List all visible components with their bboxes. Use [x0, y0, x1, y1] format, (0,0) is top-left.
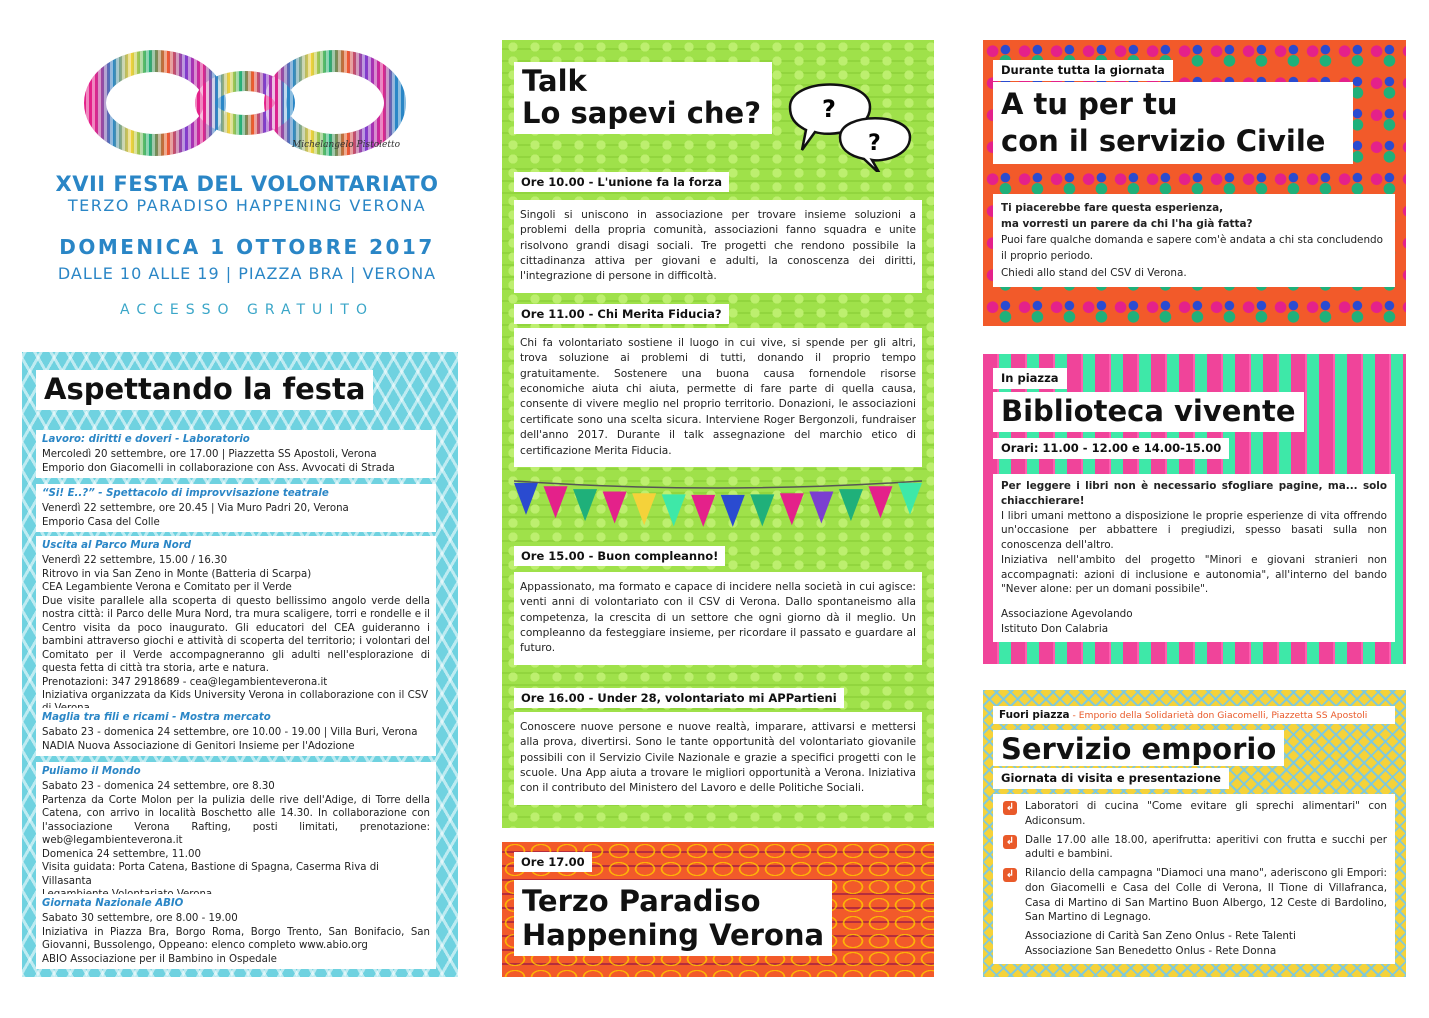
event-title: Maglia tra fili e ricami - Mostra mercato	[42, 712, 271, 723]
civile-description	[993, 194, 1395, 287]
speech-bubbles-icon	[780, 62, 920, 172]
event-line: Mercoledì 20 settembre, ore 17.00 | Piazzetta SS Apostoli, Verona	[42, 449, 377, 461]
event-line: Partenza da Corte Molon per la pulizia delle rive dell'Adige, di Torre della Catena, con arrivo in località Boschetto alle 14.30. In collaborazione con l'associazione Verona Rafting, posti limitati, prenotazione: web@legambienteverona.it	[42, 794, 430, 847]
civile-title-line1: A tu per tu	[1001, 87, 1178, 121]
event-line: Visita guidata: Porta Catena, Bastione di Spagna, Caserma Riva di Villasanta	[42, 862, 380, 887]
event-line: Venerdì 22 settembre, ore 20.45 | Via Muro Padri 20, Verona	[42, 503, 349, 515]
bunting-flag	[750, 494, 774, 526]
bunting-flag	[514, 483, 538, 515]
bubble-question-mark: ?	[868, 131, 881, 156]
civile-text: Chiedi allo stand del CSV di Verona.	[1001, 266, 1187, 279]
list-item	[1001, 799, 1387, 829]
bunting-flag	[809, 491, 833, 523]
event-line: Emporio don Giacomelli in collaborazione con Ass. Avvocati di Strada	[42, 462, 395, 474]
bubble-question-mark: ?	[822, 95, 836, 123]
servizio-civile-panel	[983, 40, 1406, 326]
event-line: Iniziativa in Piazza Bra, Borgo Roma, Borgo Trento, San Bonifacio, San Giovanni, Bussolengo, Oppeano: elenco completo www.abio.org	[42, 926, 430, 952]
arrow-badge-icon: ↲	[1003, 835, 1017, 849]
event-line: Domenica 24 settembre, 11.00	[42, 848, 201, 860]
biblioteca-hours: Orari: 11.00 - 12.00 e 14.00-15.00	[993, 438, 1229, 459]
event-line: Sabato 23 - domenica 24 settembre, ore 8.30	[42, 781, 275, 793]
talk-title-line2: Lo sapevi che?	[522, 95, 762, 130]
free-access-notice: ACCESSO GRATUITO	[120, 302, 374, 318]
bunting-flag	[868, 486, 892, 518]
talk-time-heading: Ore 10.00 - L'unione fa la forza	[514, 172, 729, 192]
event-line: Due visite parallele alla scoperta di questo bellissimo angolo verde della nostra città: il Parco delle Mura Nord, tra mura scaligere, torri e rondelle e il Centro visita da poco inaugurato. Gli educatori del CEA guideranno i bambini attraverso giochi e attività di scoperta del territorio; i volontari del Comitato per il Verde accompagneranno gli adulti nell'esplorazione di questa fetta di città tra storia, arte e natura.	[42, 595, 430, 675]
event-box	[36, 762, 436, 905]
list-item	[1001, 866, 1387, 925]
bunting-decoration	[512, 473, 924, 533]
panel-label: In piazza	[993, 368, 1067, 389]
talk-description: Singoli si uniscono in associazione per trovare insieme soluzioni a problemi della propria comunità, associazioni fanno squadra e unite risolvono grandi disagi sociali. Tre progetti che rendono possibile la cittadinanza attiva per giovani e adulti, la conoscenza dei diritti, l'integrazione di persone in difficoltà.	[514, 200, 922, 293]
civile-question: ma vorresti un parere da chi l'ha già fatta?	[1001, 218, 1253, 231]
arrow-badge-icon: ↲	[1003, 801, 1017, 815]
organizer: Associazione Agevolando	[1001, 608, 1133, 621]
organizer: Istituto Don Calabria	[1001, 622, 1109, 635]
panel-title: Aspettando la festa	[36, 370, 373, 410]
panel-title: Biblioteca vivente	[993, 392, 1304, 432]
event-box	[36, 430, 436, 478]
event-line: Ritrovo in via San Zeno in Monte (Batteria di Scarpa)	[42, 568, 312, 580]
festival-time-place: DALLE 10 ALLE 19 | PIAZZA BRA | VERONA	[57, 264, 437, 283]
talk-time-heading: Ore 16.00 - Under 28, volontariato mi APPartieni	[514, 688, 844, 708]
bunting-flag	[839, 489, 863, 521]
arrow-badge-icon: ↲	[1003, 868, 1017, 882]
bunting-flag	[721, 495, 745, 527]
emporio-location: - Emporio della Solidarietà don Giacomelli, Piazzetta SS Apostoli	[1069, 710, 1368, 721]
emporio-subtitle: Giornata di visita e presentazione	[993, 768, 1229, 789]
list-item-text: Laboratori di cucina "Come evitare gli sprechi alimentari" con Adiconsum.	[1025, 800, 1387, 827]
talk-title-line1: Talk	[522, 64, 587, 98]
happening-panel	[502, 842, 934, 977]
biblioteca-text: I libri umani mettono a disposizione le proprie esperienze di vita offrendo un'occasione per abbattere i pregiudizi, spesso basati sulla non conoscenza dell'altro.	[1001, 509, 1387, 552]
artist-signature: Michelangelo Pistoletto	[292, 140, 400, 150]
event-line: CEA Legambiente Verona e Comitato per il Verde	[42, 582, 292, 594]
bunting-flag	[898, 483, 922, 515]
happening-title-line1: Terzo Paradiso	[522, 884, 761, 918]
talk-description: Conoscere nuove persone e nuove realtà, imparare, attivarsi e mettersi alla prova, divertirsi. Sono le tante opportunità del volontariato giovanile possibili con il Servizio Civile Nazionale e grazie a specifici progetti con le scuole. Una App aiuta a trovare le migliori opportunità a Verona. Iniziativa con il contributo del Ministero del Lavoro e delle Politiche Sociali.	[514, 712, 922, 805]
emporio-panel	[983, 690, 1406, 977]
bunting-flag	[573, 489, 597, 521]
panel-title	[514, 62, 772, 134]
panel-label: Durante tutta la giornata	[993, 60, 1173, 81]
talk-description: Chi fa volontariato sostiene il luogo in cui vive, si spende per gli altri, trova soluzione ai problemi di tutti, donando il proprio tempo gratuitamente. Sostenere una buona causa fornendole risorse economiche aiuta chi aiuta, permette di fare parte di quella causa, consente di vivere meglio nel proprio territorio. Donazioni, le associazioni certificate sono una scelta sicura. Interviene Roger Bergonzoli, fundraiser dell'anno 2017. Durante il talk assegnazione del marchio etico di certificazione Merita Fiducia.	[514, 328, 922, 467]
bunting-flag	[662, 494, 686, 526]
organizer: Associazione di Carità San Zeno Onlus - Rete Talenti	[1025, 930, 1296, 943]
happening-time-label: Ore 17.00	[514, 852, 592, 872]
event-line: Sabato 30 settembre, ore 8.00 - 19.00	[42, 913, 238, 925]
talk-time-heading: Ore 15.00 - Buon compleanno!	[514, 546, 725, 566]
event-title: Lavoro: diritti e doveri - Laboratorio	[42, 434, 250, 445]
talk-time-heading: Ore 11.00 - Chi Merita Fiducia?	[514, 304, 729, 324]
happening-title	[514, 880, 832, 956]
organizer: Associazione San Benedetto Onlus - Rete Donna	[1025, 944, 1277, 957]
civile-text: Puoi fare qualche domanda e sapere com'è andata a chi sta concludendo il proprio periodo.	[1001, 234, 1383, 263]
event-line: ABIO Associazione per il Bambino in Ospedale	[42, 953, 277, 965]
festival-title: XVII FESTA DEL VOLONTARIATO	[55, 172, 439, 196]
civile-question: Ti piacerebbe fare questa esperienza,	[1001, 202, 1224, 214]
talk-panel	[502, 40, 934, 828]
event-title: “Si! E..?” - Spettacolo di improvvisazione teatrale	[42, 488, 329, 499]
happening-title-line2: Happening Verona	[522, 918, 825, 953]
civile-title-line2: con il servizio Civile	[1001, 124, 1326, 159]
talk-description: Appassionato, ma formato e capace di incidere nella società in cui agisce: venti anni di volontariato con il CSV di Verona. Dallo spontaneismo alla competenza, la crescita di un settore che ogni giorno dà il meglio. Un compleanno da festeggiare insieme, per ricordare il passato e guardare al futuro.	[514, 572, 922, 665]
bunting-flag	[691, 495, 715, 527]
event-box	[36, 894, 436, 969]
panel-label: Fuori piazza	[999, 709, 1070, 721]
panel-title	[993, 82, 1353, 164]
bunting-flag	[780, 493, 804, 525]
bunting-flag	[632, 493, 656, 525]
aspettando-panel	[22, 352, 458, 977]
list-item-text: Rilancio della campagna "Diamoci una mano", aderiscono gli Empori: don Giacomelli e Casa del Colle di Verona, Il Tione di Villafranca, Casa di Martino di San Martino Buon Albergo, 12 Ceste di Bardolino, San Martino di Legnago.	[1025, 867, 1387, 924]
event-title: Giornata Nazionale ABIO	[42, 898, 184, 909]
biblioteca-text: Iniziativa nell'ambito del progetto "Minori e giovani stranieri non accompagnati: azioni di inclusione e autonomia", all'interno del bando "Never alone: per un domani possibile".	[1001, 553, 1387, 596]
event-box	[36, 484, 436, 532]
event-title: Puliamo il Mondo	[42, 766, 141, 777]
bunting-flag	[544, 486, 568, 518]
festival-date: DOMENICA 1 OTTOBRE 2017	[59, 235, 435, 259]
list-item-text: Dalle 17.00 alle 18.00, aperifrutta: aperitivi con frutta e succhi per adulti e bambini.	[1025, 833, 1387, 861]
biblioteca-description	[993, 474, 1395, 642]
event-box	[36, 536, 436, 719]
bunting-flag	[603, 491, 627, 523]
terzo-paradiso-logo	[80, 48, 410, 178]
event-line: Prenotazioni: 347 2918689 - cea@legambienteverona.it	[42, 676, 328, 688]
biblioteca-lead: Per leggere i libri non è necessario sfogliare pagine, ma... solo chiacchierare!	[1001, 480, 1387, 507]
event-line: Venerdì 22 settembre, 15.00 / 16.30	[42, 555, 228, 567]
event-line: Emporio Casa del Colle	[42, 516, 160, 528]
event-title: Uscita al Parco Mura Nord	[42, 540, 192, 551]
event-line: Sabato 23 - domenica 24 settembre, ore 10.00 - 19.00 | Villa Buri, Verona	[42, 727, 418, 739]
event-line: Iniziativa organizzata da Kids University Verona in collaborazione con il CSV	[42, 689, 429, 701]
biblioteca-panel	[983, 354, 1406, 664]
emporio-location-label	[993, 706, 1395, 724]
panel-title: Servizio emporio	[993, 730, 1284, 766]
event-box	[36, 708, 436, 756]
festival-subtitle: TERZO PARADISO HAPPENING VERONA	[67, 196, 427, 215]
emporio-description	[993, 794, 1395, 964]
event-line: NADIA Nuova Associazione di Genitori Insieme per l'Adozione	[42, 740, 355, 752]
list-item	[1001, 833, 1387, 863]
